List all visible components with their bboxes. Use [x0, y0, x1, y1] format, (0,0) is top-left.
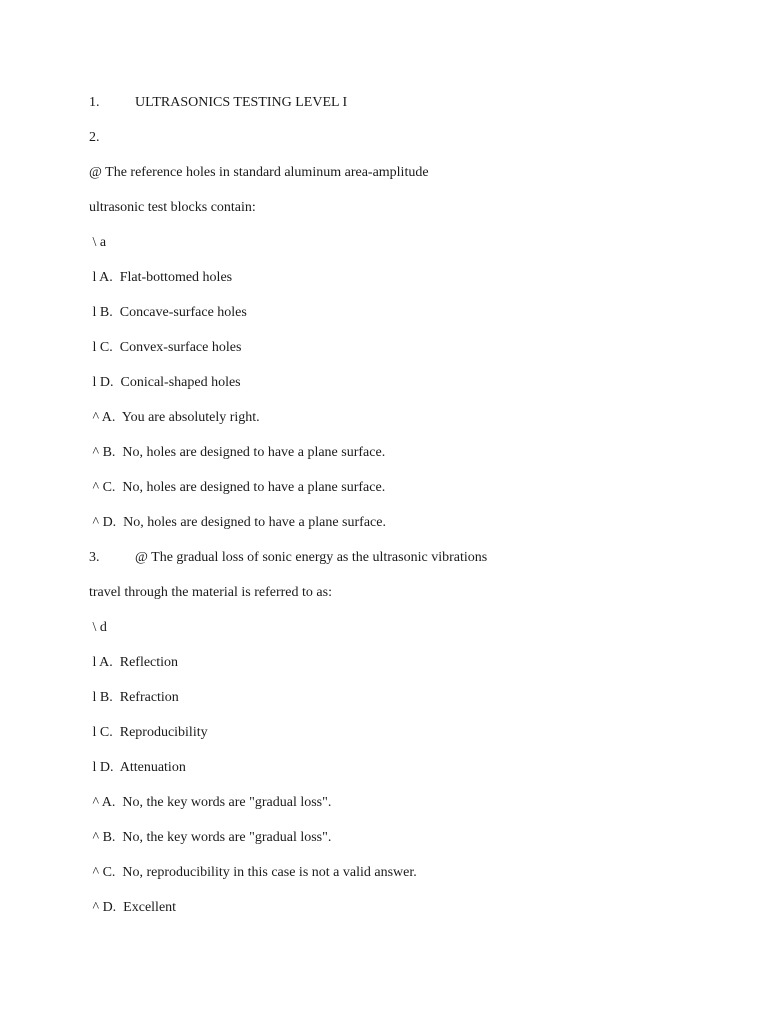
question-2-feedback-c: ^ C. No, holes are designed to have a plane surface. [89, 480, 386, 495]
question-3-answer-key: \ d [89, 620, 107, 635]
question-2-number: 2. [89, 130, 100, 145]
question-2-stem-line-1: @ The reference holes in standard aluminum area-amplitude [89, 165, 429, 180]
question-2-feedback-b: ^ B. No, holes are designed to have a plane surface. [89, 445, 386, 460]
question-3-feedback-b: ^ B. No, the key words are "gradual loss". [89, 830, 332, 845]
question-2-feedback-d: ^ D. No, holes are designed to have a plane surface. [89, 515, 386, 530]
question-3-feedback-d: ^ D. Excellent [89, 900, 177, 915]
question-2-option-d: l D. Conical-shaped holes [89, 375, 241, 390]
question-3-option-c: l C. Reproducibility [89, 725, 208, 740]
question-3-feedback-c: ^ C. No, reproducibility in this case is not a valid answer. [89, 865, 417, 880]
question-2-answer-key: \ a [89, 235, 107, 250]
question-3-option-b: l B. Refraction [89, 690, 179, 705]
heading-title: ULTRASONICS TESTING LEVEL I [135, 95, 348, 110]
question-3-stem-line-2: travel through the material is referred to as: [89, 585, 332, 600]
question-2-option-a: l A. Flat-bottomed holes [89, 270, 233, 285]
question-3-first-line [89, 549, 487, 567]
question-2-stem-line-2: ultrasonic test blocks contain: [89, 200, 256, 215]
question-3-option-a: l A. Reflection [89, 655, 179, 670]
question-3-number: 3. [89, 550, 100, 565]
question-2-option-c: l C. Convex-surface holes [89, 340, 242, 355]
question-2-feedback-a: ^ A. You are absolutely right. [89, 410, 260, 425]
heading-number: 1. [89, 95, 100, 110]
question-3-stem-line-1: @ The gradual loss of sonic energy as the ultrasonic vibrations [135, 550, 488, 565]
question-3-option-d: l D. Attenuation [89, 760, 186, 775]
document-heading [89, 94, 347, 112]
question-2-option-b: l B. Concave-surface holes [89, 305, 247, 320]
question-3-feedback-a: ^ A. No, the key words are "gradual loss". [89, 795, 332, 810]
